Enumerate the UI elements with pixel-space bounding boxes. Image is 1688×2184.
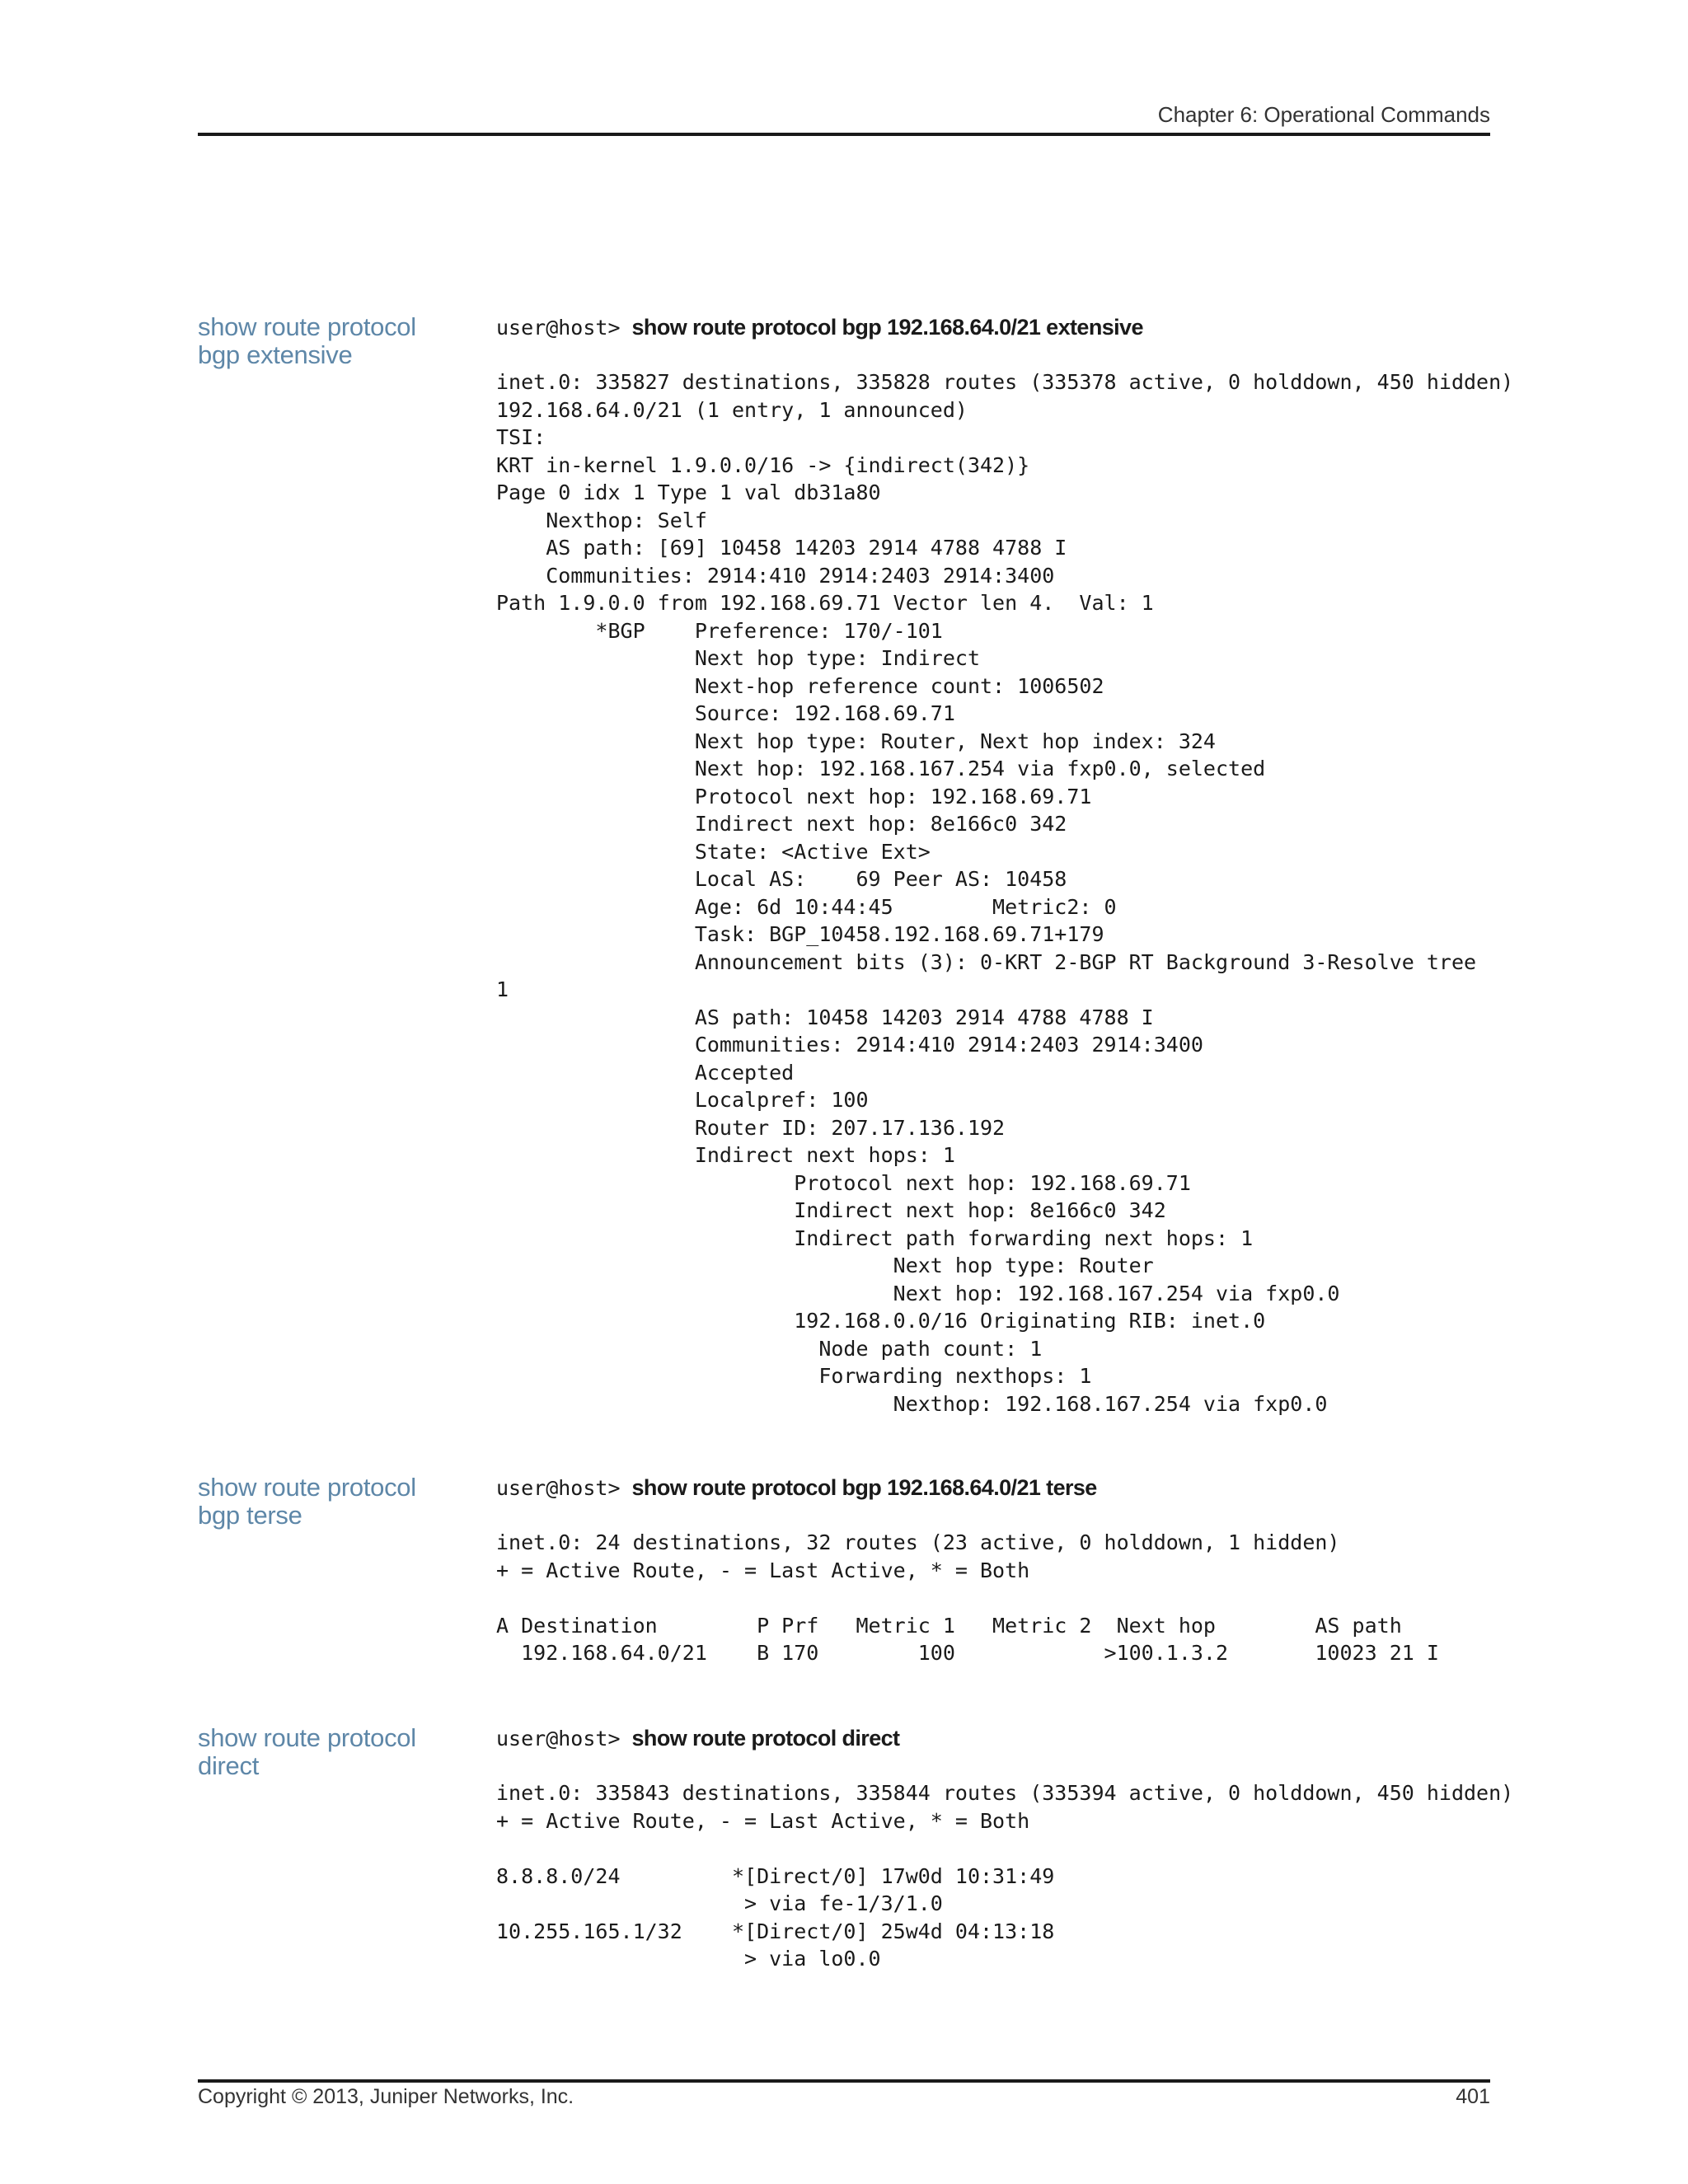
command-output: inet.0: 24 destinations, 32 routes (23 active, 0 holddown, 1 hidden) + = Active Route, - = Last Active, * = Both A Destination P Prf Metric 1 Metric 2 Next hop AS path 192.168.64.0/21 B 170 100 >100.1.3.2 10023 21 I — [496, 1530, 1439, 1665]
header-rule — [198, 133, 1490, 136]
command-output: inet.0: 335827 destinations, 335828 routes (335378 active, 0 holddown, 450 hidden) 192.168.64.0/21 (1 entry, 1 announced) TSI: KRT in-kernel 1.9.0.0/16 -> {indirect(342)} Page 0 idx 1 Type 1 val db31a80 Nexthop: Self AS path: [69] 10458 14203 2914 4788 4788 I Communities: 2914:410 2914:2403 2914:3400 Path 1.9.0.0 from 192.168.69.71 Vector len 4. Val: 1 *BGP Preference: 170/-101 Next hop type: Indirect Next-hop reference count: 1006502 Source: 192.168.69.71 Next hop type: Router, Next hop index: 324 Next hop: 192.168.167.254 via fxp0.0, selected Protocol next hop: 192.168.69.71 Indirect next hop: 8e166c0 342 State: <Active Ext> Local AS: 69 Peer AS: 10458 Age: 6d 10:44:45 Metric2: 0 Task: BGP_10458.192.168.69.71+179 Announcement bits (3): 0-KRT 2-BGP RT Background 3-Resolve tree 1 AS path: 10458 14203 2914 4788 4788 I Communities: 2914:410 2914:2403 2914:3400 Accepted Localpref: 100 Router ID: 207.17.136.192 Indirect next hops: 1 Protocol next hop: 192.168.69.71 Indirect next hop: 8e166c0 342 Indirect path forwarding next hops: 1 Next hop type: Router Next hop: 192.168.167.254 via fxp0.0 192.168.0.0/16 Originating RIB: inet.0 Node path count: 1 Forwarding nexthops: 1 Nexthop: 192.168.167.254 via fxp0.0 — [496, 370, 1514, 1416]
page-number: 401 — [1456, 2085, 1490, 2108]
section-title: show route protocol bgp extensive — [198, 312, 416, 369]
command-line — [496, 1474, 1097, 1506]
cli-command: show route protocol bgp 192.168.64.0/21 extensive — [631, 315, 1143, 340]
chapter-header: Chapter 6: Operational Commands — [1157, 102, 1490, 127]
copyright-notice: Copyright © 2013, Juniper Networks, Inc. — [198, 2085, 574, 2108]
cli-prompt: user@host> — [496, 1727, 621, 1750]
cli-command: show route protocol bgp 192.168.64.0/21 terse — [631, 1475, 1097, 1500]
command-output: inet.0: 335843 destinations, 335844 routes (335394 active, 0 holddown, 450 hidden) + = Active Route, - = Last Active, * = Both 8.8.8.0/24 *[Direct/0] 17w0d 10:31:49 > via fe-1/3/1.0 10.255.165.1/32 *[Direct/0] 25w4d 04:13:18 > via lo0.0 — [496, 1781, 1514, 1971]
section-title: show route protocol direct — [198, 1723, 416, 1780]
cli-prompt: user@host> — [496, 316, 621, 340]
footer-rule — [198, 2079, 1490, 2083]
command-line — [496, 313, 1143, 345]
command-line — [496, 1724, 899, 1756]
cli-prompt: user@host> — [496, 1476, 621, 1500]
section-title: show route protocol bgp terse — [198, 1473, 416, 1530]
cli-command: show route protocol direct — [631, 1726, 900, 1750]
